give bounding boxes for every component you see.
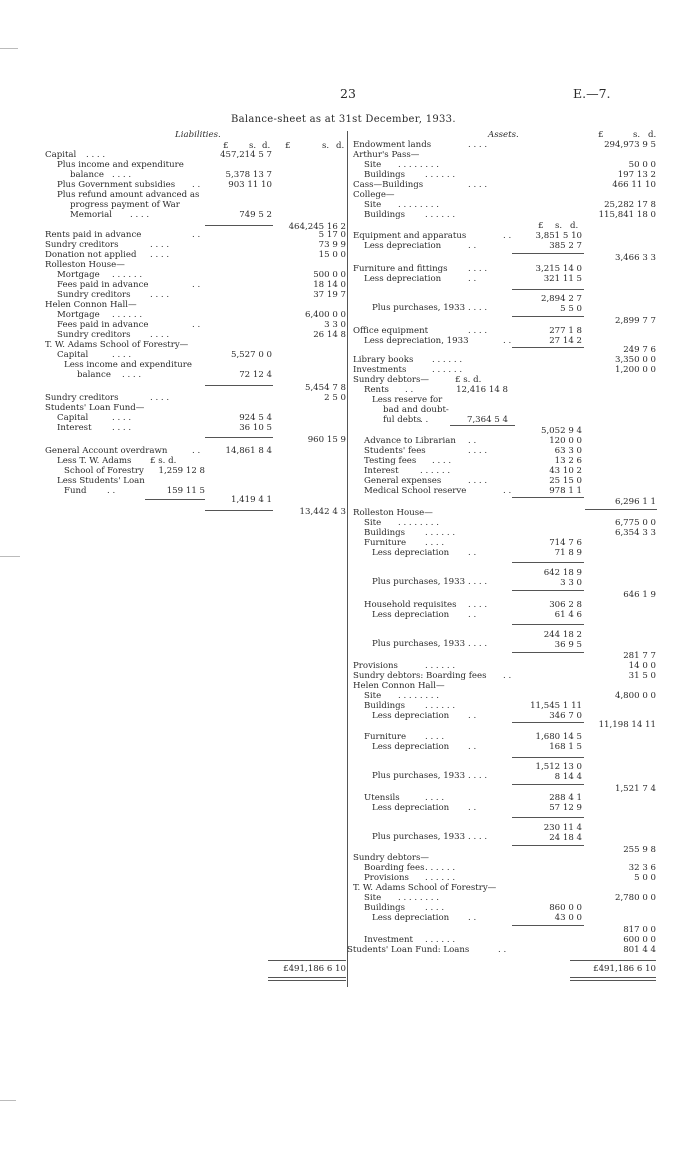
asset-section: Sundry debtors— — [353, 853, 429, 863]
dot-leader: . . . . — [150, 250, 170, 260]
liability-label: progress payment of War — [70, 200, 180, 210]
asset-label: Less depreciation — [372, 711, 450, 721]
dot-leader: . . . . . . . . — [398, 160, 439, 170]
asset-amount: 1,512 13 0 — [535, 762, 582, 772]
asset-amount: 120 0 0 — [549, 436, 582, 446]
col-header: d. — [648, 130, 657, 140]
asset-label: Less depreciation — [364, 274, 442, 284]
dot-leader: . . — [192, 230, 201, 240]
dot-leader: . . — [468, 274, 477, 284]
asset-label: Provisions — [353, 661, 398, 671]
dot-leader: . . — [192, 180, 201, 190]
dot-leader: . . — [503, 671, 512, 681]
dot-leader: . . — [468, 803, 477, 813]
asset-amount: 5 0 0 — [634, 873, 656, 883]
col-header: £ — [285, 141, 291, 151]
asset-total: 281 7 7 — [623, 651, 656, 661]
dot-leader: . . . . . . — [420, 466, 451, 476]
asset-amount: 2,894 2 7 — [540, 294, 582, 304]
asset-label: Equipment and apparatus — [353, 231, 467, 241]
liability-label: Less Students' Loan — [57, 476, 145, 486]
liability-amount: 15 0 0 — [318, 250, 346, 260]
liability-amount: 36 10 5 — [239, 423, 272, 433]
liability-amount: 903 11 10 — [228, 180, 272, 190]
asset-label: Sundry debtors: Boarding fees — [353, 671, 487, 681]
asset-amount: 978 1 1 — [549, 486, 582, 496]
asset-section: Arthur's Pass— — [353, 150, 420, 160]
dot-leader: . . . . — [112, 350, 132, 360]
liability-label: School of Forestry — [64, 466, 144, 476]
liability-label: Donation not applied — [45, 250, 137, 260]
liability-amount: 5,527 0 0 — [230, 350, 272, 360]
liabilities-grand-total: £491,186 6 10 — [283, 964, 346, 974]
dot-leader: . . — [107, 486, 116, 496]
asset-total: 255 9 8 — [623, 845, 656, 855]
asset-total: 817 0 0 — [623, 925, 656, 935]
dot-leader: . . . . — [468, 326, 488, 336]
sum-rule — [268, 960, 346, 961]
col-header: £ — [538, 221, 544, 231]
page-number: 23 — [340, 86, 356, 101]
dot-leader: . . — [420, 415, 429, 425]
col-header: £ s. d. — [455, 375, 482, 385]
asset-amount: 2,780 0 0 — [614, 893, 656, 903]
asset-amount: 385 2 7 — [549, 241, 582, 251]
asset-label: Less reserve for — [372, 395, 443, 405]
liability-amount: 924 5 4 — [239, 413, 272, 423]
dot-leader: . . . . . . — [425, 873, 456, 883]
column-divider — [347, 131, 348, 987]
asset-total: 3,466 3 3 — [614, 253, 656, 263]
asset-total: 1,521 7 4 — [614, 784, 656, 794]
asset-label: Buildings — [364, 528, 406, 538]
asset-label: Students' Loan Fund: Loans — [347, 945, 470, 955]
total-double-rule — [570, 977, 656, 981]
asset-label: Furniture — [364, 538, 407, 548]
asset-amount: 6,354 3 3 — [614, 528, 656, 538]
asset-label: Site — [364, 200, 382, 210]
dot-leader: . . — [468, 610, 477, 620]
dot-leader: . . — [192, 446, 201, 456]
asset-label: Less depreciation — [372, 913, 450, 923]
asset-total: 249 7 6 — [623, 345, 656, 355]
col-header: s. — [633, 130, 641, 140]
liability-amount: 72 12 4 — [239, 370, 272, 380]
asset-amount: 321 11 5 — [543, 274, 582, 284]
liability-label: Capital — [57, 350, 89, 360]
dot-leader: . . . . — [468, 832, 488, 842]
dot-leader: . . — [468, 913, 477, 923]
liability-amount: 500 0 0 — [313, 270, 346, 280]
liability-label: Rents paid in advance — [45, 230, 142, 240]
asset-label: Students' fees — [364, 446, 426, 456]
liability-section: T. W. Adams School of Forestry— — [45, 340, 189, 350]
liability-label: Interest — [57, 423, 92, 433]
asset-amount: 24 18 4 — [549, 833, 582, 843]
dot-leader: . . . . — [468, 600, 488, 610]
asset-label: Advance to Librarian — [364, 436, 456, 446]
dot-leader: . . . . . . . . — [398, 893, 439, 903]
dot-leader: . . . . — [150, 240, 170, 250]
dot-leader: . . — [405, 385, 414, 395]
liability-label: Plus Government subsidies — [57, 180, 176, 190]
dot-leader: . . . . . . — [425, 701, 456, 711]
asset-amount: 6,775 0 0 — [614, 518, 656, 528]
asset-label: Site — [364, 893, 382, 903]
liability-label: Less income and expenditure — [64, 360, 192, 370]
asset-label: Furniture and fittings — [353, 264, 448, 274]
asset-amount: 14 0 0 — [628, 661, 656, 671]
dot-leader: . . . . — [425, 793, 445, 803]
asset-amount: 27 14 2 — [549, 336, 582, 346]
asset-label: Plus purchases, 1933 — [372, 639, 466, 649]
dot-leader: . . . . . . — [425, 210, 456, 220]
dot-leader: . . . . . . — [425, 170, 456, 180]
dot-leader: . . . . — [425, 732, 445, 742]
asset-amount: 43 0 0 — [554, 913, 582, 923]
dot-leader: . . . . . . . . — [398, 200, 439, 210]
dot-leader: . . . . — [468, 303, 488, 313]
dot-leader: . . — [468, 436, 477, 446]
dot-leader: . . . . — [150, 330, 170, 340]
dot-leader: . . — [192, 320, 201, 330]
asset-label: Buildings — [364, 701, 406, 711]
dot-leader: . . . . — [468, 180, 488, 190]
asset-amount: 7,364 5 4 — [466, 415, 508, 425]
dot-leader: . . — [468, 711, 477, 721]
dot-leader: . . . . . . . . — [398, 518, 439, 528]
liability-amount: 73 9 9 — [318, 240, 346, 250]
asset-label: Utensils — [364, 793, 400, 803]
liability-amount: 6,400 0 0 — [304, 310, 346, 320]
dot-leader: . . — [498, 945, 507, 955]
asset-amount: 25 15 0 — [549, 476, 582, 486]
dot-leader: . . . . . . . . — [398, 691, 439, 701]
dot-leader: . . . . . . — [432, 355, 463, 365]
liability-label: Mortgage — [57, 310, 100, 320]
liability-label: Mortgage — [57, 270, 100, 280]
dot-leader: . . . . — [150, 393, 170, 403]
asset-label: Plus purchases, 1933 — [372, 771, 466, 781]
liability-label: Capital — [45, 150, 77, 160]
asset-amount: 3,851 5 10 — [535, 231, 582, 241]
liability-label: Plus income and expenditure — [57, 160, 184, 170]
col-header: £ — [223, 141, 229, 151]
dot-leader: . . . . — [468, 639, 488, 649]
dot-leader: . . . . — [150, 290, 170, 300]
liability-label: balance — [77, 370, 111, 380]
asset-amount: 230 11 4 — [543, 823, 582, 833]
asset-label: Provisions — [364, 873, 409, 883]
liability-amount: 26 14 8 — [313, 330, 346, 340]
scan-margin-mark — [0, 48, 18, 49]
asset-label: Office equipment — [353, 326, 429, 336]
asset-label: Less depreciation — [372, 803, 450, 813]
asset-label: Interest — [364, 466, 399, 476]
asset-section: Rolleston House— — [353, 508, 433, 518]
col-header: s. — [555, 221, 563, 231]
liability-label: Memorial — [70, 210, 112, 220]
asset-label: Less depreciation — [372, 742, 450, 752]
asset-label: Plus purchases, 1933 — [372, 577, 466, 587]
asset-section: College— — [353, 190, 395, 200]
asset-amount: 294,973 9 5 — [604, 140, 656, 150]
asset-label: ful debts — [383, 415, 422, 425]
asset-amount: 801 4 4 — [623, 945, 656, 955]
dot-leader: . . — [503, 336, 512, 346]
asset-amount: 642 18 9 — [543, 568, 582, 578]
document-reference: E.—7. — [573, 86, 611, 101]
asset-label: Household requisites — [364, 600, 457, 610]
liability-label: balance — [70, 170, 104, 180]
asset-label: Endowment lands — [353, 140, 432, 150]
liability-label: Fund — [64, 486, 87, 496]
dot-leader: . . . . — [112, 423, 132, 433]
dot-leader: . . — [503, 486, 512, 496]
col-header: d. — [336, 141, 345, 151]
dot-leader: . . — [468, 241, 477, 251]
dot-leader: . . . . — [122, 370, 142, 380]
liability-label: Fees paid in advance — [57, 320, 149, 330]
asset-amount: 3,350 0 0 — [614, 355, 656, 365]
asset-label: Less depreciation — [372, 610, 450, 620]
liability-label: Sundry creditors — [57, 290, 131, 300]
asset-label: Investments — [353, 365, 407, 375]
dot-leader: . . . . . . — [425, 528, 456, 538]
liability-amount: 14,861 8 4 — [225, 446, 272, 456]
asset-label: Cass—Buildings — [353, 180, 424, 190]
asset-label: Library books — [353, 355, 414, 365]
asset-label: bad and doubt- — [383, 405, 449, 415]
asset-amount: 5,052 9 4 — [540, 426, 582, 436]
col-header: d. — [570, 221, 579, 231]
liability-total: 960 15 9 — [307, 435, 346, 445]
liability-amount: 3 3 0 — [324, 320, 346, 330]
asset-amount: 31 5 0 — [628, 671, 656, 681]
dot-leader: . . . . — [468, 577, 488, 587]
dot-leader: . . . . — [86, 150, 106, 160]
asset-section: Sundry debtors— — [353, 375, 429, 385]
asset-label: Investment — [364, 935, 413, 945]
asset-label: Furniture — [364, 732, 407, 742]
asset-total: 11,198 14 11 — [598, 720, 656, 730]
sum-rule — [512, 757, 584, 758]
dot-leader: . . . . — [425, 538, 445, 548]
dot-leader: . . . . . . — [425, 661, 456, 671]
liability-label: Sundry creditors — [45, 393, 119, 403]
liability-label: Plus refund amount advanced as — [57, 190, 200, 200]
asset-amount: 32 3 6 — [628, 863, 656, 873]
asset-amount: 600 0 0 — [623, 935, 656, 945]
asset-amount: 1,200 0 0 — [614, 365, 656, 375]
liability-section: Rolleston House— — [45, 260, 125, 270]
asset-amount: 346 7 0 — [549, 711, 582, 721]
asset-amount: 3,215 14 0 — [535, 264, 582, 274]
liability-amount: 2 5 0 — [324, 393, 346, 403]
liability-label: Capital — [57, 413, 89, 423]
liability-section: Students' Loan Fund— — [45, 403, 145, 413]
dot-leader: . . . . . . — [425, 863, 456, 873]
dot-leader: . . — [468, 742, 477, 752]
dot-leader: . . . . — [468, 446, 488, 456]
liability-amount: 5 17 0 — [318, 230, 346, 240]
assets-grand-total: £491,186 6 10 — [593, 964, 656, 974]
asset-amount: 13 2 6 — [554, 456, 582, 466]
asset-amount: 197 13 2 — [617, 170, 656, 180]
col-header: d. — [262, 141, 271, 151]
asset-label: Testing fees — [364, 456, 417, 466]
asset-label: Buildings — [364, 210, 406, 220]
scan-margin-mark — [0, 556, 20, 557]
asset-amount: 466 11 10 — [612, 180, 656, 190]
dot-leader: . . . . . . — [112, 270, 143, 280]
liability-total: 464,245 16 2 — [288, 222, 346, 232]
asset-section: Helen Connon Hall— — [353, 681, 445, 691]
sum-rule — [512, 289, 584, 290]
liability-section: Helen Connon Hall— — [45, 300, 137, 310]
liability-total: 13,442 4 3 — [299, 507, 346, 517]
liability-amount: 18 14 0 — [313, 280, 346, 290]
asset-amount: 244 18 2 — [543, 630, 582, 640]
assets-heading: Assets. — [488, 130, 519, 140]
liability-amount: 159 11 5 — [166, 486, 205, 496]
asset-amount: 71 8 9 — [554, 548, 582, 558]
asset-label: Less depreciation, 1933 — [364, 336, 469, 346]
asset-amount: 63 3 0 — [554, 446, 582, 456]
asset-amount: 4,800 0 0 — [614, 691, 656, 701]
asset-total: 2,899 7 7 — [614, 316, 656, 326]
col-header: £ s. d. — [150, 456, 177, 466]
liabilities-heading: Liabilities. — [175, 130, 221, 140]
sum-rule — [570, 960, 656, 961]
asset-label: Plus purchases, 1933 — [372, 832, 466, 842]
dot-leader: . . . . — [112, 170, 132, 180]
liability-amount: 1,419 4 1 — [230, 495, 272, 505]
asset-label: Less depreciation — [372, 548, 450, 558]
asset-label: Plus purchases, 1933 — [372, 303, 466, 313]
asset-label: General expenses — [364, 476, 442, 486]
liability-amount: 749 5 2 — [239, 210, 272, 220]
liability-label: Sundry creditors — [45, 240, 119, 250]
dot-leader: . . . . — [425, 903, 445, 913]
liability-label: Less T. W. Adams — [57, 456, 132, 466]
page-title: Balance-sheet as at 31st December, 1933. — [231, 114, 456, 125]
liability-amount: 1,259 12 8 — [158, 466, 205, 476]
asset-amount: 25,282 17 8 — [604, 200, 656, 210]
asset-amount: 714 7 6 — [549, 538, 582, 548]
liability-label: Fees paid in advance — [57, 280, 149, 290]
asset-amount: 288 4 1 — [549, 793, 582, 803]
dot-leader: . . . . — [468, 771, 488, 781]
dot-leader: . . . . . . — [425, 935, 456, 945]
asset-amount: 306 2 8 — [549, 600, 582, 610]
liability-label: General Account overdrawn — [45, 446, 168, 456]
dot-leader: . . . . . . — [112, 310, 143, 320]
asset-amount: 8 14 4 — [554, 772, 582, 782]
dot-leader: . . — [503, 231, 512, 241]
asset-label: Site — [364, 160, 382, 170]
asset-label: Boarding fees — [364, 863, 425, 873]
asset-label: Less depreciation — [364, 241, 442, 251]
asset-label: Buildings — [364, 170, 406, 180]
dot-leader: . . . . — [468, 476, 488, 486]
sum-rule — [512, 817, 584, 818]
dot-leader: . . . . — [468, 264, 488, 274]
dot-leader: . . — [468, 548, 477, 558]
asset-amount: 36 9 5 — [554, 640, 582, 650]
dot-leader: . . . . — [130, 210, 150, 220]
asset-amount: 57 12 9 — [549, 803, 582, 813]
col-header: £ — [598, 130, 604, 140]
sum-rule — [512, 624, 584, 625]
dot-leader: . . . . — [432, 456, 452, 466]
dot-leader: . . . . — [112, 413, 132, 423]
asset-section: T. W. Adams School of Forestry— — [353, 883, 497, 893]
asset-amount: 277 1 8 — [549, 326, 582, 336]
asset-amount: 3 3 0 — [560, 578, 582, 588]
dot-leader: . . . . . . — [432, 365, 463, 375]
asset-amount: 12,416 14 8 — [456, 385, 508, 395]
asset-amount: 115,841 18 0 — [598, 210, 656, 220]
asset-label: Medical School reserve — [364, 486, 467, 496]
liability-amount: 457,214 5 7 — [220, 150, 272, 160]
liability-amount: 37 19 7 — [313, 290, 346, 300]
asset-amount: 61 4 6 — [554, 610, 582, 620]
col-header: s. — [249, 141, 257, 151]
liability-amount: 5,378 13 7 — [225, 170, 272, 180]
total-double-rule — [268, 977, 346, 981]
asset-label: Site — [364, 518, 382, 528]
asset-amount: 50 0 0 — [628, 160, 656, 170]
col-header: s. — [322, 141, 330, 151]
asset-amount: 1,680 14 5 — [535, 732, 582, 742]
asset-amount: 11,545 1 11 — [530, 701, 582, 711]
asset-total: 646 1 9 — [623, 590, 656, 600]
sum-rule — [512, 562, 584, 563]
asset-label: Site — [364, 691, 382, 701]
asset-amount: 168 1 5 — [549, 742, 582, 752]
dot-leader: . . — [192, 280, 201, 290]
asset-amount: 5 5 0 — [560, 304, 582, 314]
dot-leader: . . . . — [468, 140, 488, 150]
asset-amount: 43 10 2 — [549, 466, 582, 476]
asset-label: Rents — [364, 385, 389, 395]
liability-label: Sundry creditors — [57, 330, 131, 340]
scan-margin-mark — [0, 1100, 16, 1101]
asset-label: Buildings — [364, 903, 406, 913]
asset-amount: 860 0 0 — [549, 903, 582, 913]
asset-total: 6,296 1 1 — [614, 497, 656, 507]
liability-total: 5,454 7 8 — [304, 383, 346, 393]
sum-rule — [585, 509, 657, 510]
